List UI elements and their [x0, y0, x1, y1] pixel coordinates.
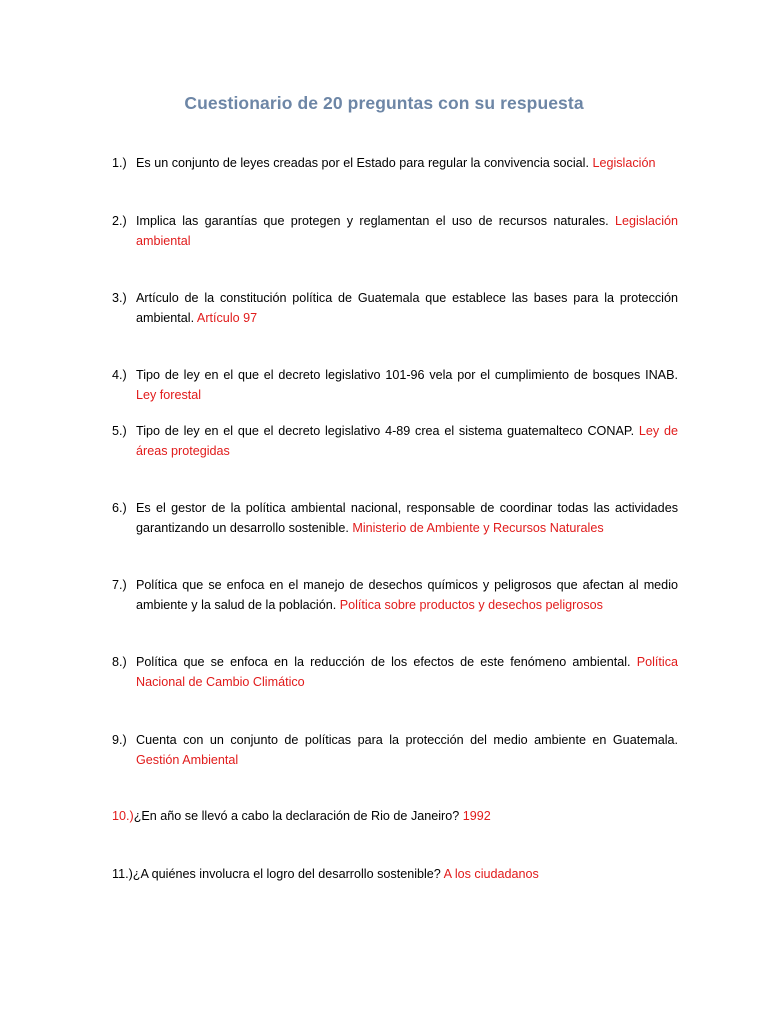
question-4	[112, 366, 678, 405]
question-body	[136, 731, 678, 770]
question-number: 7.)	[112, 578, 127, 592]
question-number: 10.)	[112, 809, 134, 823]
question-body	[112, 807, 678, 827]
question-answer: 1992	[462, 809, 491, 823]
question-number: 2.)	[112, 214, 127, 228]
question-body	[112, 865, 678, 885]
question-number: 5.)	[112, 424, 127, 438]
question-text: ¿En año se llevó a cabo la declaración de Rio de Janeiro?	[133, 809, 460, 823]
question-answer: Política sobre productos y desechos peligrosos	[339, 597, 603, 612]
question-text: Es el gestor de la política ambiental nacional, responsable de coordinar todas las actividades garantizando un desarrollo sostenible.	[136, 501, 678, 535]
question-number: 4.)	[112, 368, 127, 382]
page-title: Cuestionario de 20 preguntas con su respuesta	[184, 93, 584, 113]
question-body	[136, 212, 678, 251]
question-number: 9.)	[112, 733, 127, 747]
question-body	[136, 576, 678, 615]
question-text: Tipo de ley en el que el decreto legislativo 101-96 vela por el cumplimiento de bosques INAB.	[136, 368, 678, 382]
question-body	[136, 366, 678, 405]
question-9	[112, 731, 678, 770]
question-text: Política que se enfoca en la reducción de los efectos de este fenómeno ambiental.	[136, 655, 631, 669]
question-number: 11.)	[112, 867, 133, 881]
question-body	[136, 422, 678, 461]
question-text: Política que se enfoca en el manejo de desechos químicos y peligrosos que afectan al medio ambiente y la salud de la población.	[136, 578, 678, 612]
question-text: ¿A quiénes involucra el logro del desarrollo sostenible?	[132, 867, 441, 881]
question-answer: Ley de áreas protegidas	[136, 424, 678, 458]
question-body	[136, 154, 678, 174]
question-answer: Artículo 97	[196, 310, 258, 325]
question-answer: Legislación ambiental	[136, 214, 678, 248]
question-answer: Legislación	[592, 156, 656, 170]
question-number: 6.)	[112, 501, 127, 515]
question-text: Implica las garantías que protegen y reglamentan el uso de recursos naturales.	[136, 214, 609, 228]
question-1	[112, 154, 678, 174]
question-2	[112, 212, 678, 251]
question-number: 1.)	[112, 156, 127, 170]
question-text: Cuenta con un conjunto de políticas para la protección del medio ambiente en Guatemala.	[136, 733, 678, 747]
question-body	[136, 653, 678, 692]
question-body	[136, 499, 678, 538]
question-number: 8.)	[112, 655, 127, 669]
question-answer: Ley forestal	[136, 387, 202, 402]
question-6	[112, 499, 678, 538]
question-answer: A los ciudadanos	[443, 867, 539, 881]
question-3	[112, 289, 678, 328]
question-8	[112, 653, 678, 692]
question-number: 3.)	[112, 291, 127, 305]
question-7	[112, 576, 678, 615]
question-text: Tipo de ley en el que el decreto legislativo 4-89 crea el sistema guatemalteco CONAP.	[136, 424, 635, 438]
question-answer: Gestión Ambiental	[136, 752, 239, 767]
question-answer: Política Nacional de Cambio Climático	[136, 655, 679, 689]
question-11	[112, 865, 678, 885]
question-answer: Ministerio de Ambiente y Recursos Naturales	[352, 520, 604, 535]
question-text: Artículo de la constitución política de Guatemala que establece las bases para la protección ambiental.	[136, 291, 678, 325]
question-5	[112, 422, 678, 461]
question-body	[136, 289, 678, 328]
question-10	[112, 807, 678, 827]
question-text: Es un conjunto de leyes creadas por el Estado para regular la convivencia social.	[136, 156, 589, 170]
